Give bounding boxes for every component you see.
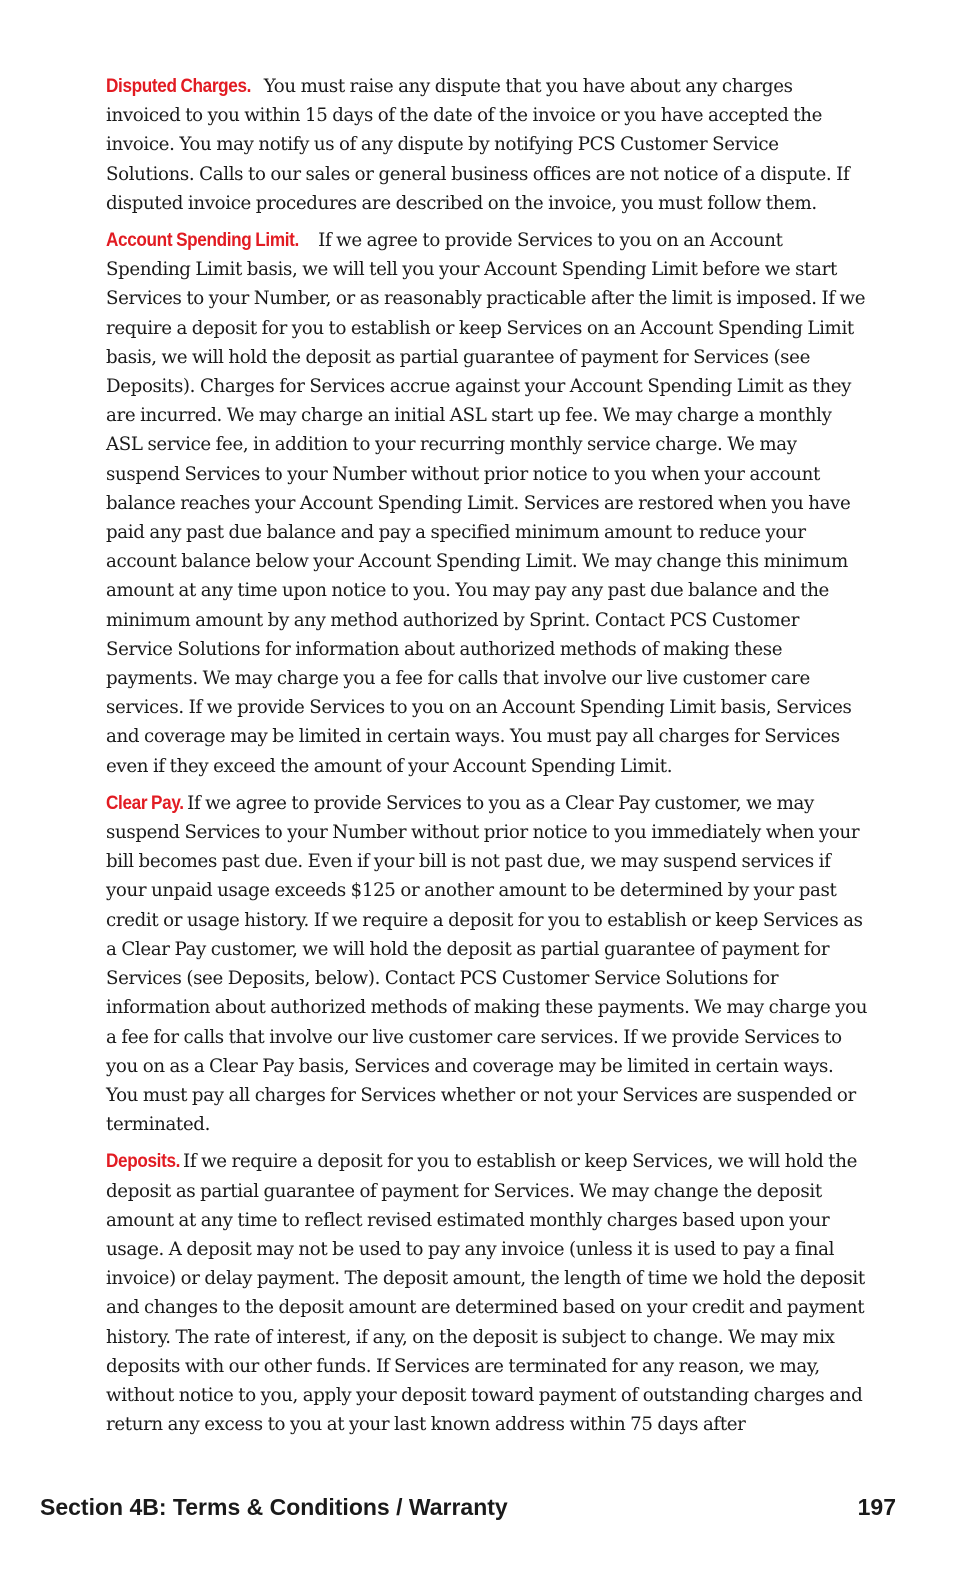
paragraph-disputed-charges	[106, 72, 868, 218]
body-clear-pay: If we agree to provide Services to you as a Clear Pay customer, we may suspend Services to your Number without prior notice to you immediately when your bill becomes past due. Even if your bill is not past due, we may suspend services if your unpaid usage exceeds $125 or another amount to be determined by your past credit or usage history. If we require a deposit for you to establish or keep Services as a Clear Pay customer, we will hold the deposit as partial guarantee of payment for Services (see Deposits, below). Contact PCS Customer Service Solutions for information about authorized methods of making these payments. We may charge you a fee for calls that involve our live customer care services. If we provide Services to you on as a Clear Pay basis, Services and coverage may be limited in certain ways. You must pay all charges for Services whether or not your Services are suspended or terminated.	[106, 792, 868, 1136]
page-number: 197	[857, 1494, 896, 1520]
body-account-spending-limit: If we agree to provide Services to you on an Account Spending Limit basis, we will tell you your Account Spending Limit before we start Services to your Number, or as reasonably practicable after the limit is imposed. If we require a deposit for you to establish or keep Services on an Account Spending Limit basis, we will hold the deposit as partial guarantee of payment for Services (see Deposits). Charges for Services accrue against your Account Spending Limit as they are incurred. We may charge an initial ASL start up fee. We may charge a monthly ASL service fee, in addition to your recurring monthly service charge. We may suspend Services to your Number without prior notice to you when your account balance reaches your Account Spending Limit. Services are restored when you have paid any past due balance and pay a specified minimum amount to reduce your account balance below your Account Spending Limit. We may change this minimum amount at any time upon notice to you. You may pay any past due balance and the minimum amount by any method authorized by Sprint. Contact PCS Customer Service Solutions for information about authorized methods of making these payments. We may charge you a fee for calls that involve our live customer care services. If we provide Services to you on an Account Spending Limit basis, Services and coverage may be limited in certain ways. You must pay all charges for Services even if they exceed the amount of your Account Spending Limit.	[106, 230, 866, 777]
paragraph-clear-pay	[106, 789, 868, 1139]
heading-disputed-charges: Disputed Charges.	[106, 75, 252, 97]
paragraph-deposits	[106, 1147, 868, 1439]
paragraph-account-spending-limit	[106, 226, 868, 781]
heading-account-spending-limit: Account Spending Limit.	[106, 229, 299, 252]
document-body	[106, 72, 868, 1447]
body-disputed-charges: You must raise any dispute that you have about any charges invoiced to you within 15 days of the date of the invoice or you have accepted the invoice. You may notify us of any dispute by notifying PCS Customer Service Solutions. Calls to our sales or general business offices are not notice of a dispute. If disputed invoice procedures are described on the invoice, you must follow them.	[106, 76, 850, 214]
footer-section-title: Section 4B: Terms & Conditions / Warranty	[40, 1494, 508, 1520]
heading-clear-pay: Clear Pay.	[106, 791, 184, 814]
page-footer	[40, 1494, 896, 1521]
heading-deposits: Deposits.	[106, 1150, 181, 1173]
body-deposits: If we require a deposit for you to establish or keep Services, we will hold the deposit as partial guarantee of payment for Services. We may change the deposit amount at any time to reflect revised estimated monthly charges based upon your usage. A deposit may not be used to pay any invoice (unless it is used to pay a final invoice) or delay payment. The deposit amount, the length of time we hold the deposit and changes to the deposit amount are determined based on your credit and payment history. The rate of interest, if any, on the deposit is subject to change. We may mix deposits with our other funds. If Services are terminated for any reason, we may, without notice to you, apply your deposit toward payment of outstanding charges and return any excess to you at your last known address within 75 days after	[106, 1151, 865, 1436]
